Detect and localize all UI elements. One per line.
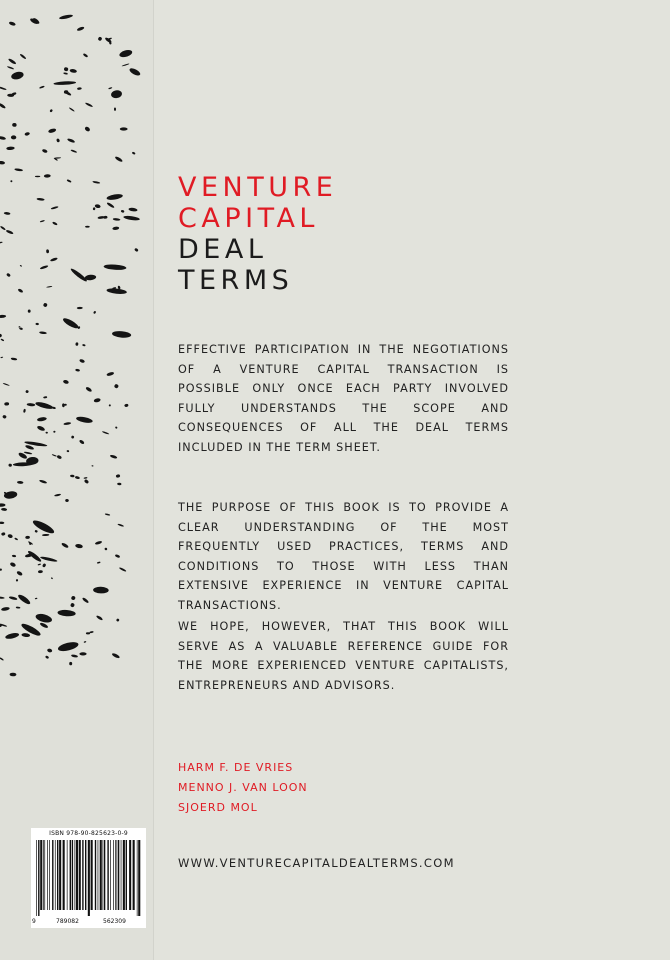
- ink-splatter-graphic: [0, 0, 160, 700]
- title-line-capital: CAPITAL: [178, 203, 319, 234]
- isbn-label: ISBN 978-90-825623-0-9: [49, 830, 128, 837]
- author-list: [178, 758, 308, 817]
- blurb-paragraph-2: THE PURPOSE OF THIS BOOK IS TO PROVIDE A CLEAR UNDERSTANDING OF THE MOST FREQUENTLY USED PRACTICES, TERMS AND CONDITIONS TO THOSE WITH LESS THAN EXTENSIVE EXPERIENCE IN VENTURE CAPITAL TRANSACTIONS.: [178, 501, 509, 612]
- blurb-paragraph-3: WE HOPE, HOWEVER, THAT THIS BOOK WILL SERVE AS A VALUABLE REFERENCE GUIDE FOR THE MORE EXPERIENCED VENTURE CAPITALISTS, ENTREPRENEURS AND ADVISORS.: [178, 620, 509, 692]
- website-url: WWW.VENTURECAPITALDEALTERMS.COM: [178, 856, 455, 870]
- isbn-barcode: [31, 828, 146, 928]
- barcode-digits-right: 562309: [103, 918, 126, 925]
- barcode-digits-left: 789082: [56, 918, 79, 925]
- author-name: MENNO J. VAN LOON: [178, 780, 308, 794]
- title-line-venture: VENTURE: [178, 172, 338, 203]
- book-title: [178, 172, 337, 296]
- blurb-paragraph-1: EFFECTIVE PARTICIPATION IN THE NEGOTIATIONS OF A VENTURE CAPITAL TRANSACTION IS POSSIBLE ONLY ONCE EACH PARTY INVOLVED FULLY UNDERSTANDS THE SCOPE AND CONSEQUENCES OF ALL THE DEAL TERMS INCLUDED IN THE TERM SHEET.: [178, 343, 509, 454]
- barcode-bars: [36, 840, 141, 916]
- author-name: SJOERD MOL: [178, 800, 258, 814]
- title-line-terms: TERMS: [178, 265, 294, 296]
- barcode-digit-prefix: 9: [32, 918, 36, 925]
- author-name: HARM F. DE VRIES: [178, 761, 294, 774]
- title-line-deal: DEAL: [178, 234, 268, 265]
